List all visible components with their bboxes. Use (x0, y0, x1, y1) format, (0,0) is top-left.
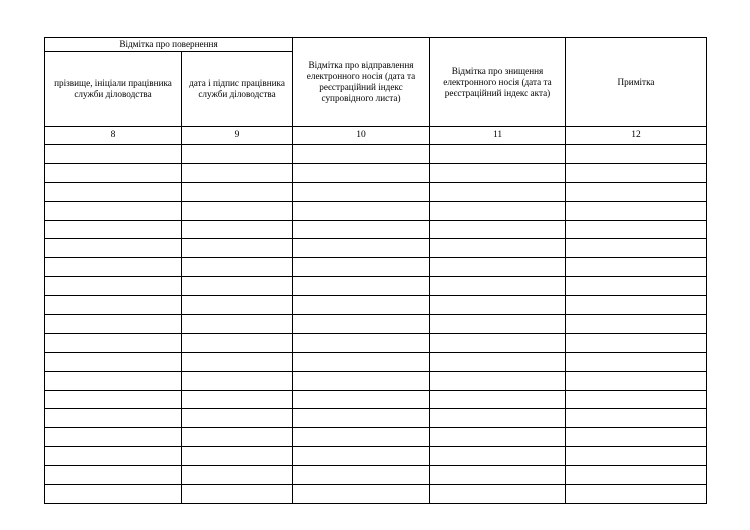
journal-table (44, 37, 707, 504)
table-cell (45, 371, 182, 390)
table-cell (182, 163, 293, 182)
table-cell (182, 333, 293, 352)
dispatch-mark-header: Відмітка про відправлення електронного носія (дата та реєстраційний індекс супровідного листа) (293, 38, 430, 127)
table-cell (566, 485, 707, 504)
table-cell (430, 220, 566, 239)
table-row (45, 315, 707, 334)
table-row (45, 466, 707, 485)
table-cell (45, 315, 182, 334)
table-cell (430, 466, 566, 485)
table-cell (182, 409, 293, 428)
table-cell (293, 201, 430, 220)
table-cell (430, 371, 566, 390)
table-cell (45, 409, 182, 428)
table-cell (566, 277, 707, 296)
table-cell (430, 258, 566, 277)
table-cell (293, 466, 430, 485)
table-cell (45, 428, 182, 447)
table-row (45, 258, 707, 277)
table-row (45, 390, 707, 409)
table-row (45, 352, 707, 371)
table-cell (566, 352, 707, 371)
table-cell (182, 466, 293, 485)
table-cell (293, 315, 430, 334)
table-cell (430, 201, 566, 220)
table-cell (566, 258, 707, 277)
table-cell (566, 201, 707, 220)
table-cell (293, 258, 430, 277)
clerk-date-signature-header: дата і підпис працівника служби діловодства (182, 52, 293, 127)
table-cell (566, 390, 707, 409)
table-cell (430, 182, 566, 201)
table-row (45, 145, 707, 164)
table-cell (293, 277, 430, 296)
table-body (45, 145, 707, 504)
table-cell (293, 163, 430, 182)
column-number: 11 (430, 127, 566, 145)
clerk-name-header: прізвище, ініціали працівника служби діловодства (45, 52, 182, 127)
table-cell (182, 239, 293, 258)
note-header: Примітка (566, 38, 707, 127)
table-cell (566, 163, 707, 182)
table-cell (430, 296, 566, 315)
table-cell (566, 466, 707, 485)
table-row (45, 447, 707, 466)
table-cell (182, 277, 293, 296)
table-cell (293, 220, 430, 239)
column-number: 8 (45, 127, 182, 145)
table-cell (566, 296, 707, 315)
header-group-row (45, 38, 707, 52)
table-cell (182, 390, 293, 409)
table-cell (566, 371, 707, 390)
table-cell (182, 258, 293, 277)
table-cell (430, 447, 566, 466)
table-cell (45, 296, 182, 315)
table-cell (293, 447, 430, 466)
table-cell (182, 220, 293, 239)
table-cell (293, 352, 430, 371)
table-row (45, 428, 707, 447)
table-cell (45, 258, 182, 277)
table-cell (566, 333, 707, 352)
table-row (45, 371, 707, 390)
table-cell (430, 485, 566, 504)
table-cell (45, 390, 182, 409)
table-cell (430, 145, 566, 164)
table-row (45, 485, 707, 504)
table-row (45, 409, 707, 428)
return-mark-group-header: Відмітка про повернення (45, 38, 293, 52)
table-cell (566, 239, 707, 258)
table-cell (566, 428, 707, 447)
table-cell (182, 352, 293, 371)
table-cell (45, 447, 182, 466)
table-row (45, 182, 707, 201)
table-cell (430, 315, 566, 334)
table-cell (430, 239, 566, 258)
table-cell (45, 182, 182, 201)
table-cell (293, 182, 430, 201)
table-cell (293, 333, 430, 352)
column-number: 10 (293, 127, 430, 145)
table-row (45, 163, 707, 182)
table-cell (182, 296, 293, 315)
table-cell (182, 182, 293, 201)
table-cell (45, 239, 182, 258)
table-cell (45, 145, 182, 164)
table-row (45, 277, 707, 296)
table-cell (45, 333, 182, 352)
table-cell (293, 485, 430, 504)
table-cell (566, 409, 707, 428)
table-cell (293, 409, 430, 428)
table-cell (566, 182, 707, 201)
table-cell (182, 315, 293, 334)
table-cell (182, 145, 293, 164)
table-cell (45, 485, 182, 504)
table-cell (566, 145, 707, 164)
table-cell (566, 447, 707, 466)
table-cell (566, 220, 707, 239)
table-row (45, 333, 707, 352)
table-cell (430, 409, 566, 428)
table-cell (430, 428, 566, 447)
table-row (45, 201, 707, 220)
table-cell (430, 333, 566, 352)
table-cell (293, 145, 430, 164)
table-cell (430, 277, 566, 296)
column-number-row (45, 127, 707, 145)
table-cell (293, 239, 430, 258)
table-cell (45, 201, 182, 220)
table-cell (182, 428, 293, 447)
table-cell (430, 163, 566, 182)
table-row (45, 220, 707, 239)
table-cell (182, 201, 293, 220)
table-cell (182, 485, 293, 504)
table-cell (45, 352, 182, 371)
table-cell (293, 371, 430, 390)
table-cell (45, 277, 182, 296)
table-cell (566, 315, 707, 334)
column-number: 9 (182, 127, 293, 145)
table-cell (293, 428, 430, 447)
table-cell (45, 220, 182, 239)
table-cell (45, 466, 182, 485)
table-cell (430, 390, 566, 409)
table-row (45, 296, 707, 315)
table-row (45, 239, 707, 258)
destruction-mark-header: Відмітка про знищення електронного носія (дата та реєстраційний індекс акта) (430, 38, 566, 127)
table-cell (293, 296, 430, 315)
table-cell (182, 447, 293, 466)
table-cell (182, 371, 293, 390)
table-cell (45, 163, 182, 182)
table-cell (293, 390, 430, 409)
column-number: 12 (566, 127, 707, 145)
table-cell (430, 352, 566, 371)
